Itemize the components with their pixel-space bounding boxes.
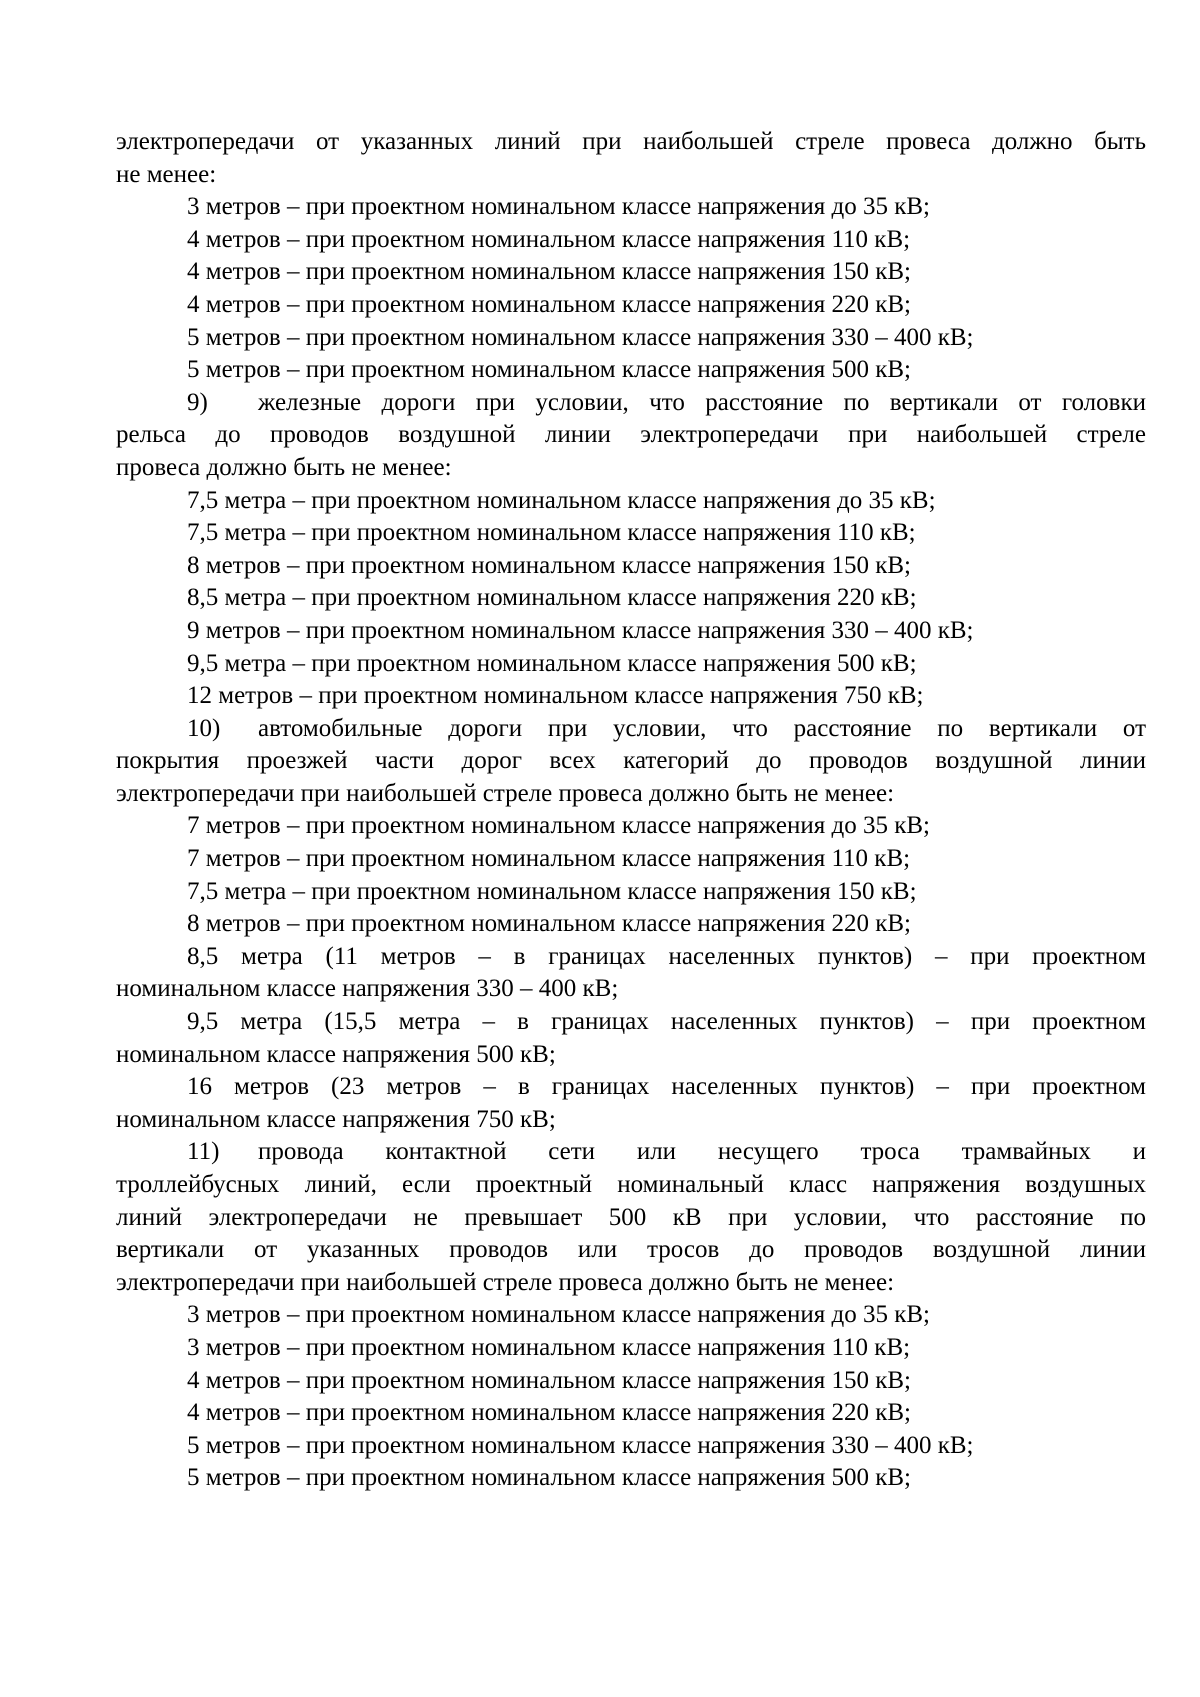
text-line: троллейбусных линий, если проектный номинальный класс напряжения воздушных	[116, 1171, 1146, 1198]
text-line: провеса должно быть не менее:	[116, 453, 452, 481]
list-item: 3 метров – при проектном номинальном классе напряжения до 35 кВ;	[187, 1301, 930, 1329]
numbered-paragraph-start	[116, 387, 1146, 420]
list-item: 4 метров – при проектном номинальном классе напряжения 150 кВ;	[187, 258, 911, 286]
list-item: 8 метров – при проектном номинальном классе напряжения 220 кВ;	[187, 910, 911, 938]
list-item: 4 метров – при проектном номинальном классе напряжения 150 кВ;	[187, 1366, 911, 1394]
text-line: номинальном классе напряжения 750 кВ;	[116, 1105, 556, 1133]
list-item: 12 метров – при проектном номинальном классе напряжения 750 кВ;	[187, 682, 924, 710]
list-item: 7,5 метра – при проектном номинальном классе напряжения до 35 кВ;	[187, 486, 936, 514]
list-item: 9,5 метра – при проектном номинальном классе напряжения 500 кВ;	[187, 649, 917, 677]
text-line: номинальном классе напряжения 330 – 400 кВ;	[116, 975, 619, 1003]
text-line: вертикали от указанных проводов или тросов до проводов воздушной линии	[116, 1236, 1146, 1264]
text-line: линий электропередачи не превышает 500 кВ при условии, что расстояние по	[116, 1203, 1146, 1231]
text-line: провода контактной сети или несущего троса трамвайных и	[258, 1138, 1146, 1166]
numbered-paragraph-start	[116, 713, 1146, 746]
list-item: 8,5 метра – при проектном номинальном классе напряжения 220 кВ;	[187, 584, 917, 612]
text-line: номинальном классе напряжения 500 кВ;	[116, 1040, 556, 1068]
list-item: 8,5 метра (11 метров – в границах населенных пунктов) – при проектном	[187, 942, 1146, 970]
list-item: 3 метров – при проектном номинальном классе напряжения до 35 кВ;	[187, 193, 930, 221]
list-item: 3 метров – при проектном номинальном классе напряжения 110 кВ;	[187, 1333, 911, 1361]
text-line: электропередачи от указанных линий при наибольшей стреле провеса должно быть	[116, 128, 1146, 155]
list-item: 8 метров – при проектном номинальном классе напряжения 150 кВ;	[187, 551, 911, 579]
document-body	[116, 126, 1146, 1495]
paragraph-number: 9)	[187, 388, 208, 416]
list-item: 7 метров – при проектном номинальном классе напряжения до 35 кВ;	[187, 812, 930, 840]
list-item: 16 метров (23 метров – в границах населенных пунктов) – при проектном	[187, 1073, 1146, 1101]
numbered-paragraph-start	[116, 1136, 1146, 1169]
list-item: 5 метров – при проектном номинальном классе напряжения 500 кВ;	[187, 1464, 911, 1492]
text-line: покрытия проезжей части дорог всех категорий до проводов воздушной линии	[116, 747, 1146, 775]
text-line: железные дороги при условии, что расстояние по вертикали от головки	[258, 388, 1146, 416]
list-item: 9,5 метра (15,5 метра – в границах населенных пунктов) – при проектном	[187, 1008, 1146, 1036]
text-line: не менее:	[116, 160, 217, 188]
text-line: автомобильные дороги при условии, что расстояние по вертикали от	[258, 714, 1146, 742]
list-item: 5 метров – при проектном номинальном классе напряжения 330 – 400 кВ;	[187, 1431, 974, 1459]
text-line: электропередачи при наибольшей стреле провеса должно быть не менее:	[116, 1268, 895, 1296]
list-item: 7,5 метра – при проектном номинальном классе напряжения 110 кВ;	[187, 519, 916, 547]
list-item: 9 метров – при проектном номинальном классе напряжения 330 – 400 кВ;	[187, 616, 974, 644]
text-line: рельса до проводов воздушной линии электропередачи при наибольшей стреле	[116, 421, 1146, 449]
text-line: электропередачи при наибольшей стреле провеса должно быть не менее:	[116, 779, 895, 807]
list-item: 5 метров – при проектном номинальном классе напряжения 330 – 400 кВ;	[187, 323, 974, 351]
list-item: 4 метров – при проектном номинальном классе напряжения 110 кВ;	[187, 225, 911, 253]
list-item: 4 метров – при проектном номинальном классе напряжения 220 кВ;	[187, 1399, 911, 1427]
list-item: 5 метров – при проектном номинальном классе напряжения 500 кВ;	[187, 356, 911, 384]
list-item: 4 метров – при проектном номинальном классе напряжения 220 кВ;	[187, 290, 911, 318]
paragraph-number: 11)	[187, 1138, 220, 1166]
paragraph-number: 10)	[187, 714, 221, 742]
list-item: 7,5 метра – при проектном номинальном классе напряжения 150 кВ;	[187, 877, 917, 905]
list-item: 7 метров – при проектном номинальном классе напряжения 110 кВ;	[187, 845, 911, 873]
